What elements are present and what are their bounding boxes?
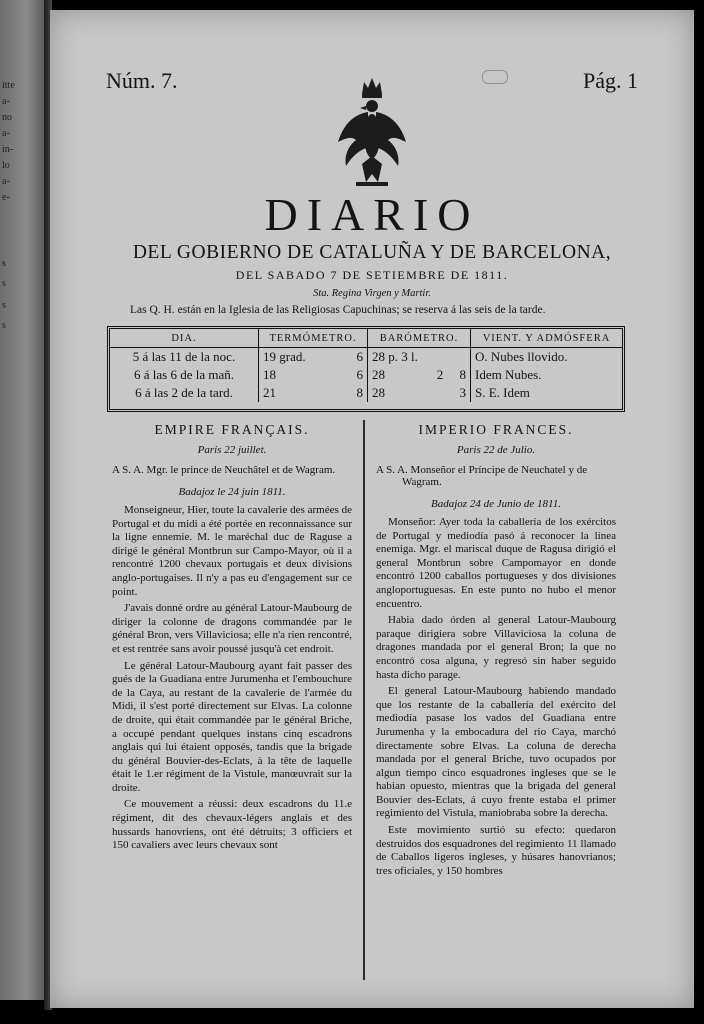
left-page-fragment: a- [2, 176, 10, 187]
imperial-eagle-icon [334, 70, 410, 190]
left-page-fragment: a- [2, 96, 10, 107]
left-page-fragment: no [2, 112, 12, 123]
french-column [112, 422, 352, 856]
left-page-fragment: s [2, 258, 6, 269]
baro-inches: 28 [372, 367, 385, 382]
french-heading: EMPIRE FRANÇAIS. [154, 422, 310, 437]
paper-stain [482, 70, 508, 84]
temp-fraction: 6 [356, 367, 363, 382]
spanish-paragraph: Monseñor: Ayer toda la caballería de los exércitos de Portugal y mediodía pasó á reconocer la línea enemiga. Mgr. el mariscal duque de Ragusa dirigió el general Montbrun sobre Campomayor en donde encontró 1200 caballos portugueses y dos divisiones angloportuguesas. En este punto no hubo el menor encuentro. [376, 516, 616, 610]
spanish-address: A S. A. Monseñor el Príncipe de Neuchatel y de Wagram. [376, 464, 588, 488]
col-header-barometro: BARÓMETRO. [368, 329, 471, 348]
spanish-paragraph: Este movimiento surtió su efecto: quedaron destruidos dos esquadrones del regimiento 11 llamado de Caballos ligeros ingleses, y húsares hanovrianos; tres oficiales, y 150 hombres [376, 824, 616, 877]
french-paragraph: J'avais donné ordre au général Latour-Maubourg de diriger la colonne de dragons commandée par le général Bron, vers Villaviciosa; elle n'a rien rencontré, et est rentrée sans avoir poussé jusqu'à cet endroit. [112, 602, 352, 655]
masthead-subtitle: DEL GOBIERNO DE CATALUÑA Y DE BARCELONA, [132, 242, 612, 263]
newspaper-page [50, 10, 694, 1008]
left-page-fragment: lo [2, 160, 10, 171]
spanish-letter-date: Badajoz 24 de Junio de 1811. [431, 498, 561, 510]
issue-number: Núm. 7. [106, 68, 178, 93]
temp-fraction: 6 [356, 349, 363, 364]
spanish-place-date: Paris 22 de Julio. [456, 444, 536, 456]
weather-temp [259, 384, 368, 402]
spanish-paragraph: Habia dado órden al general Latour-Maubourg paraque dirigiera sobre Villaviciosa la coluna de dragones mandada por el general Bron; la que no encontró cosa alguna, y regresó sin haber seguido hasta dicho parage. [376, 614, 616, 681]
french-place-date: Paris 22 juillet. [197, 444, 267, 456]
baro-lines: 2 8 [436, 367, 466, 382]
weather-table [107, 326, 625, 412]
temp-degrees: 19 grad. [263, 349, 306, 364]
page-number: Pág. 1 [583, 68, 638, 93]
weather-wind: Idem Nubes. [475, 367, 542, 382]
french-paragraph: Le général Latour-Maubourg ayant fait passer des gués de la Guadiana entre Jurumenha et l'embouchure de la Caya, au restant de la cavalerie de l'armée du Midi, il s'est porté directement sur Elvas. La colonne de droite, qui était commandée par le général Briche, a occupé pendant quelques instans cinq escadrons anglais qui lui étaient opposés, tandis que la brigade du général Bouvier-des-Eclats, à la tête de laquelle était le 1.er régiment de la Vistule, manœuvrait sur la droite. [112, 659, 352, 794]
spanish-paragraph: El general Latour-Maubourg habiendo mandado que los restante de la caballería del exército del mediodía pasase los vados del Guadiana entre Jurumenha y la embocadura del rio Caya, marchó directamente sobre Elvas. La coluna de derecha mandada por el general Briche, tuvo ocupados por algun tiempo cinco esquadrones ingleses que se le habian opuesto, mientras que la brigada del general Bouvier des-Eclats, á cuyo frente estaba el primer regimiento del Vistula, maniobraba sobre la derecha. [376, 685, 616, 820]
french-paragraph: Monseigneur, Hier, toute la cavalerie des armées de Portugal et du midi a été portée en reconnaissance sur la ligne ennemie. M. le maréchal duc de Raguse a dirigé le général Montbrun sur Campo-Mayor, où il a rencontré 1200 chevaux portugais et deux divisions anglo-portugaises. Il n'y a pas eu d'engagement sur ce point. [112, 504, 352, 598]
saint-of-day: Sta. Regina Virgen y Martir. [313, 288, 431, 299]
weather-baro [368, 348, 471, 367]
baro-inches: 28 p. 3 l. [372, 349, 418, 364]
masthead-title: DIARIO [264, 189, 480, 240]
weather-dia: 5 á las 11 de la noc. [110, 348, 259, 367]
col-header-viento: VIENT. Y ADMÓSFERA [471, 329, 623, 348]
left-page-fragment: s [2, 300, 6, 311]
weather-dia: 6 á las 6 de la mañ. [110, 366, 259, 384]
temp-degrees: 18 [263, 367, 276, 382]
baro-inches: 28 [372, 385, 385, 400]
weather-wind: S. E. Idem [475, 385, 530, 400]
weather-dia: 6 á las 2 de la tard. [110, 384, 259, 402]
left-page-fragment: s [2, 320, 6, 331]
left-page-fragment: e- [2, 192, 10, 203]
weather-row [110, 348, 622, 367]
weather-baro [368, 366, 471, 384]
left-page-fragment: itte [2, 80, 15, 91]
col-header-dia: DIA. [110, 329, 259, 348]
left-page-fragment: a- [2, 128, 10, 139]
weather-temp [259, 348, 368, 367]
temp-fraction: 8 [356, 385, 363, 400]
weather-header-row [110, 329, 622, 348]
col-header-termometro: TERMÓMETRO. [259, 329, 368, 348]
spanish-heading: IMPERIO FRANCES. [418, 422, 574, 437]
weather-temp [259, 366, 368, 384]
temp-degrees: 21 [263, 385, 276, 400]
weather-wind: O. Nubes llovido. [475, 349, 568, 364]
french-paragraph: Ce mouvement a réussi: deux escadrons du 11.e régiment, dit des chevaux-légers anglais et des hussards hanovriens, ont été détruits; 3 officiers et 150 cavaliers avec leurs chevaux sont [112, 798, 352, 852]
column-divider [363, 420, 365, 980]
left-page-fragment: in- [2, 144, 14, 155]
forty-hours-notice: Las Q. H. están en la Iglesia de las Religiosas Capuchinas; se reserva á las seis de la tarde. [130, 304, 546, 316]
adjacent-page-edge [0, 0, 44, 1000]
french-address: A S. A. Mgr. le prince de Neuchâtel et de Wagram. [112, 464, 336, 476]
weather-row [110, 366, 622, 384]
left-page-fragment: s [2, 278, 6, 289]
french-letter-date: Badajoz le 24 juin 1811. [178, 486, 286, 498]
spanish-column [376, 422, 616, 881]
dateline: DEL SABADO 7 DE SETIEMBRE DE 1811. [235, 268, 509, 282]
weather-baro [368, 384, 471, 402]
baro-lines: 3 [459, 385, 466, 400]
weather-row [110, 384, 622, 402]
